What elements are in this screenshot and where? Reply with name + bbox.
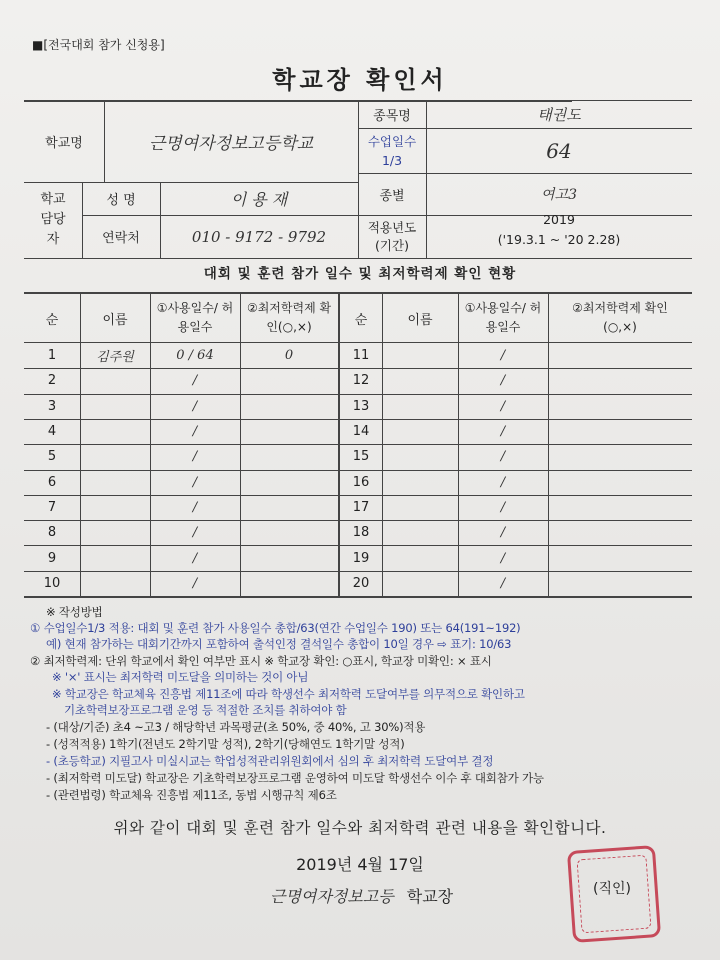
note-line-6: ※ 학교장은 학교체육 진흥법 제11조에 따라 학생선수 최저학력 도달여부를 의무적으로 확인하고 bbox=[52, 687, 525, 701]
row-left-4-days: / bbox=[192, 424, 198, 440]
section-title: 대회 및 훈련 참가 일수 및 최저학력제 확인 현황 bbox=[203, 266, 517, 282]
header-days-left: ①사용일수/ 허용일수 bbox=[156, 301, 234, 334]
row-right-5-days: / bbox=[500, 449, 506, 465]
note-line-5: ※ '×' 표시는 최저학력 미도달을 의미하는 것이 아님 bbox=[52, 670, 309, 684]
division-label: 종별 bbox=[379, 188, 405, 204]
row-left-4-name bbox=[80, 419, 150, 444]
phone-label: 연락처 bbox=[102, 231, 140, 246]
note-line-9: - (성적적용) 1학기(전년도 2학기말 성적), 2학기(당해연도 1학기말 성적) bbox=[46, 737, 405, 751]
row-right-2-days: / bbox=[500, 373, 506, 389]
row-right-3-no: 13 bbox=[352, 398, 370, 414]
row-left-1-name: 김주원 bbox=[96, 350, 134, 366]
header-minimum-left: ②최저학력제 확인(○,×) bbox=[246, 301, 332, 334]
note-line-4: ② 최저학력제: 단위 학교에서 확인 여부만 표시 ※ 학교장 확인: ○표시, 학교장 미확인: × 표시 bbox=[30, 654, 492, 668]
row-left-10-days: / bbox=[192, 575, 198, 591]
note-line-1: ※ 작성방법 bbox=[46, 605, 103, 619]
row-right-1-no: 11 bbox=[352, 348, 370, 364]
row-right-9-name bbox=[382, 545, 458, 570]
confirm-text: 위와 같이 대회 및 훈련 참가 일수와 최저학력 관련 내용을 확인합니다. bbox=[113, 819, 607, 837]
row-left-9-days: / bbox=[192, 550, 198, 566]
row-left-8-name bbox=[80, 520, 150, 545]
row-right-4-no: 14 bbox=[352, 424, 370, 440]
signature-line bbox=[270, 884, 453, 907]
row-left-5-check bbox=[240, 444, 338, 469]
header-days-right: ①사용일수/ 허용일수 bbox=[464, 301, 542, 334]
header-no-left: 순 bbox=[45, 312, 59, 328]
class-days-value: 64 bbox=[546, 138, 572, 163]
row-left-5-name bbox=[80, 444, 150, 469]
row-right-4-check bbox=[548, 419, 692, 444]
header-no-right: 순 bbox=[354, 312, 368, 328]
event-value: 태권도 bbox=[537, 105, 581, 124]
row-right-4-name bbox=[382, 419, 458, 444]
row-right-10-no: 20 bbox=[352, 575, 370, 591]
row-left-2-days: / bbox=[192, 373, 198, 389]
row-left-8-check bbox=[240, 520, 338, 545]
note-line-11: - (최저학력 미도달) 학교장은 기초학력보장프로그램 운영하여 미도달 학생선수 이수 후 대회참가 가능 bbox=[46, 771, 544, 785]
note-line-7: 기초학력보장프로그램 운영 등 적절한 조치를 취하여야 함 bbox=[64, 703, 347, 717]
signer-title: 학교장 bbox=[406, 887, 454, 906]
school-label: 학교명 bbox=[45, 135, 83, 151]
row-right-8-days: / bbox=[500, 525, 506, 541]
seal-text: (직인) bbox=[593, 881, 631, 897]
signer-school: 근명여자정보고등 bbox=[270, 887, 394, 906]
row-left-5-no: 5 bbox=[47, 449, 57, 465]
row-right-6-no: 16 bbox=[352, 474, 370, 490]
row-left-6-no: 6 bbox=[47, 474, 57, 490]
row-left-3-name bbox=[80, 394, 150, 419]
note-line-12: - (관련법령) 학교체육 진흥법 제11조, 동법 시행규칙 제6조 bbox=[46, 788, 337, 802]
row-right-3-check bbox=[548, 394, 692, 419]
row-right-10-days: / bbox=[500, 575, 506, 591]
row-left-5-days: / bbox=[192, 449, 198, 465]
name-label: 성 명 bbox=[106, 193, 136, 208]
row-right-2-no: 12 bbox=[352, 373, 370, 389]
row-left-7-no: 7 bbox=[47, 499, 57, 515]
row-right-6-check bbox=[548, 470, 692, 495]
row-right-1-days: / bbox=[500, 348, 506, 364]
school-name: 근명여자정보고등학교 bbox=[148, 133, 314, 154]
row-left-2-check bbox=[240, 368, 338, 393]
row-left-6-days: / bbox=[192, 474, 198, 490]
row-right-2-name bbox=[382, 368, 458, 393]
header-minimum-right: ②최저학력제 확인(○,×) bbox=[572, 301, 668, 334]
header-name-left: 이름 bbox=[102, 312, 128, 328]
row-left-7-check bbox=[240, 495, 338, 520]
note-line-2: ① 수업일수1/3 적용: 대회 및 훈련 참가 사용일수 총합/63(연간 수업일수 190) 또는 64(191~192) bbox=[30, 621, 521, 635]
row-right-4-days: / bbox=[500, 424, 506, 440]
name-value: 이 용 재 bbox=[230, 190, 288, 209]
row-left-10-no: 10 bbox=[43, 575, 61, 591]
row-left-9-check bbox=[240, 545, 338, 570]
row-right-7-no: 17 bbox=[352, 499, 370, 515]
row-right-5-check bbox=[548, 444, 692, 469]
row-right-2-check bbox=[548, 368, 692, 393]
row-left-2-no: 2 bbox=[47, 373, 57, 389]
row-left-8-no: 8 bbox=[47, 525, 57, 541]
note-line-10: - (초등학교) 지필고사 미실시교는 학업성적관리위원회에서 심의 후 최저학력 도달여부 결정 bbox=[46, 754, 494, 768]
contact-person-label: 학교 담당자 bbox=[40, 192, 66, 247]
row-right-1-check bbox=[548, 343, 692, 368]
row-right-7-name bbox=[382, 495, 458, 520]
row-left-2-name bbox=[80, 368, 150, 393]
row-right-1-name bbox=[382, 343, 458, 368]
row-left-6-check bbox=[240, 470, 338, 495]
row-right-8-no: 18 bbox=[352, 525, 370, 541]
row-right-10-check bbox=[548, 571, 692, 596]
row-left-6-name bbox=[80, 470, 150, 495]
note-line-8: - (대상/기준) 초4 ~고3 / 해당학년 과목평균(초 50%, 중 40%, 고 30%)적용 bbox=[46, 720, 426, 734]
row-right-5-no: 15 bbox=[352, 449, 370, 465]
row-left-10-name bbox=[80, 571, 150, 596]
row-right-3-days: / bbox=[500, 398, 506, 414]
phone-value: 010 - 9172 - 9792 bbox=[191, 227, 327, 246]
row-left-3-no: 3 bbox=[47, 398, 57, 414]
period-range: ('19.3.1 ~ '20 2.28) bbox=[497, 232, 621, 247]
note-line-3: 예) 현재 참가하는 대회기간까지 포함하여 출석인정 결석일수 총합이 10일 경우 ⇨ 표기: 10/63 bbox=[46, 637, 512, 651]
row-right-5-name bbox=[382, 444, 458, 469]
header-name-right: 이름 bbox=[407, 312, 433, 328]
division-value: 여고3 bbox=[541, 187, 577, 203]
row-left-7-days: / bbox=[192, 499, 198, 515]
row-left-9-name bbox=[80, 545, 150, 570]
row-left-1-no: 1 bbox=[47, 348, 57, 364]
row-left-7-name bbox=[80, 495, 150, 520]
row-right-8-name bbox=[382, 520, 458, 545]
period-label: 적용년도 (기간) bbox=[367, 219, 417, 253]
row-right-6-name bbox=[382, 470, 458, 495]
event-label: 종목명 bbox=[373, 108, 411, 124]
row-right-7-days: / bbox=[500, 499, 506, 515]
row-right-7-check bbox=[548, 495, 692, 520]
form-tag: ■[전국대회 참가 신청용] bbox=[32, 38, 165, 52]
row-left-1-check: 0 bbox=[284, 348, 294, 364]
row-left-4-no: 4 bbox=[47, 424, 57, 440]
row-left-10-check bbox=[240, 571, 338, 596]
row-left-4-check bbox=[240, 419, 338, 444]
document-title: 학교장 확인서 bbox=[272, 66, 448, 94]
row-left-3-days: / bbox=[192, 398, 198, 414]
row-right-8-check bbox=[548, 520, 692, 545]
row-left-9-no: 9 bbox=[47, 550, 57, 566]
row-left-8-days: / bbox=[192, 525, 198, 541]
row-right-9-no: 19 bbox=[352, 550, 370, 566]
row-right-6-days: / bbox=[500, 474, 506, 490]
row-right-9-days: / bbox=[500, 550, 506, 566]
row-right-9-check bbox=[548, 545, 692, 570]
row-right-3-name bbox=[382, 394, 458, 419]
row-right-10-name bbox=[382, 571, 458, 596]
row-left-1-days: 0 / 64 bbox=[176, 348, 214, 364]
period-year: 2019 bbox=[543, 212, 575, 227]
class-days-label: 수업일수 1/3 bbox=[367, 133, 417, 168]
row-left-3-check bbox=[240, 394, 338, 419]
date-text: 2019년 4월 17일 bbox=[296, 855, 424, 874]
